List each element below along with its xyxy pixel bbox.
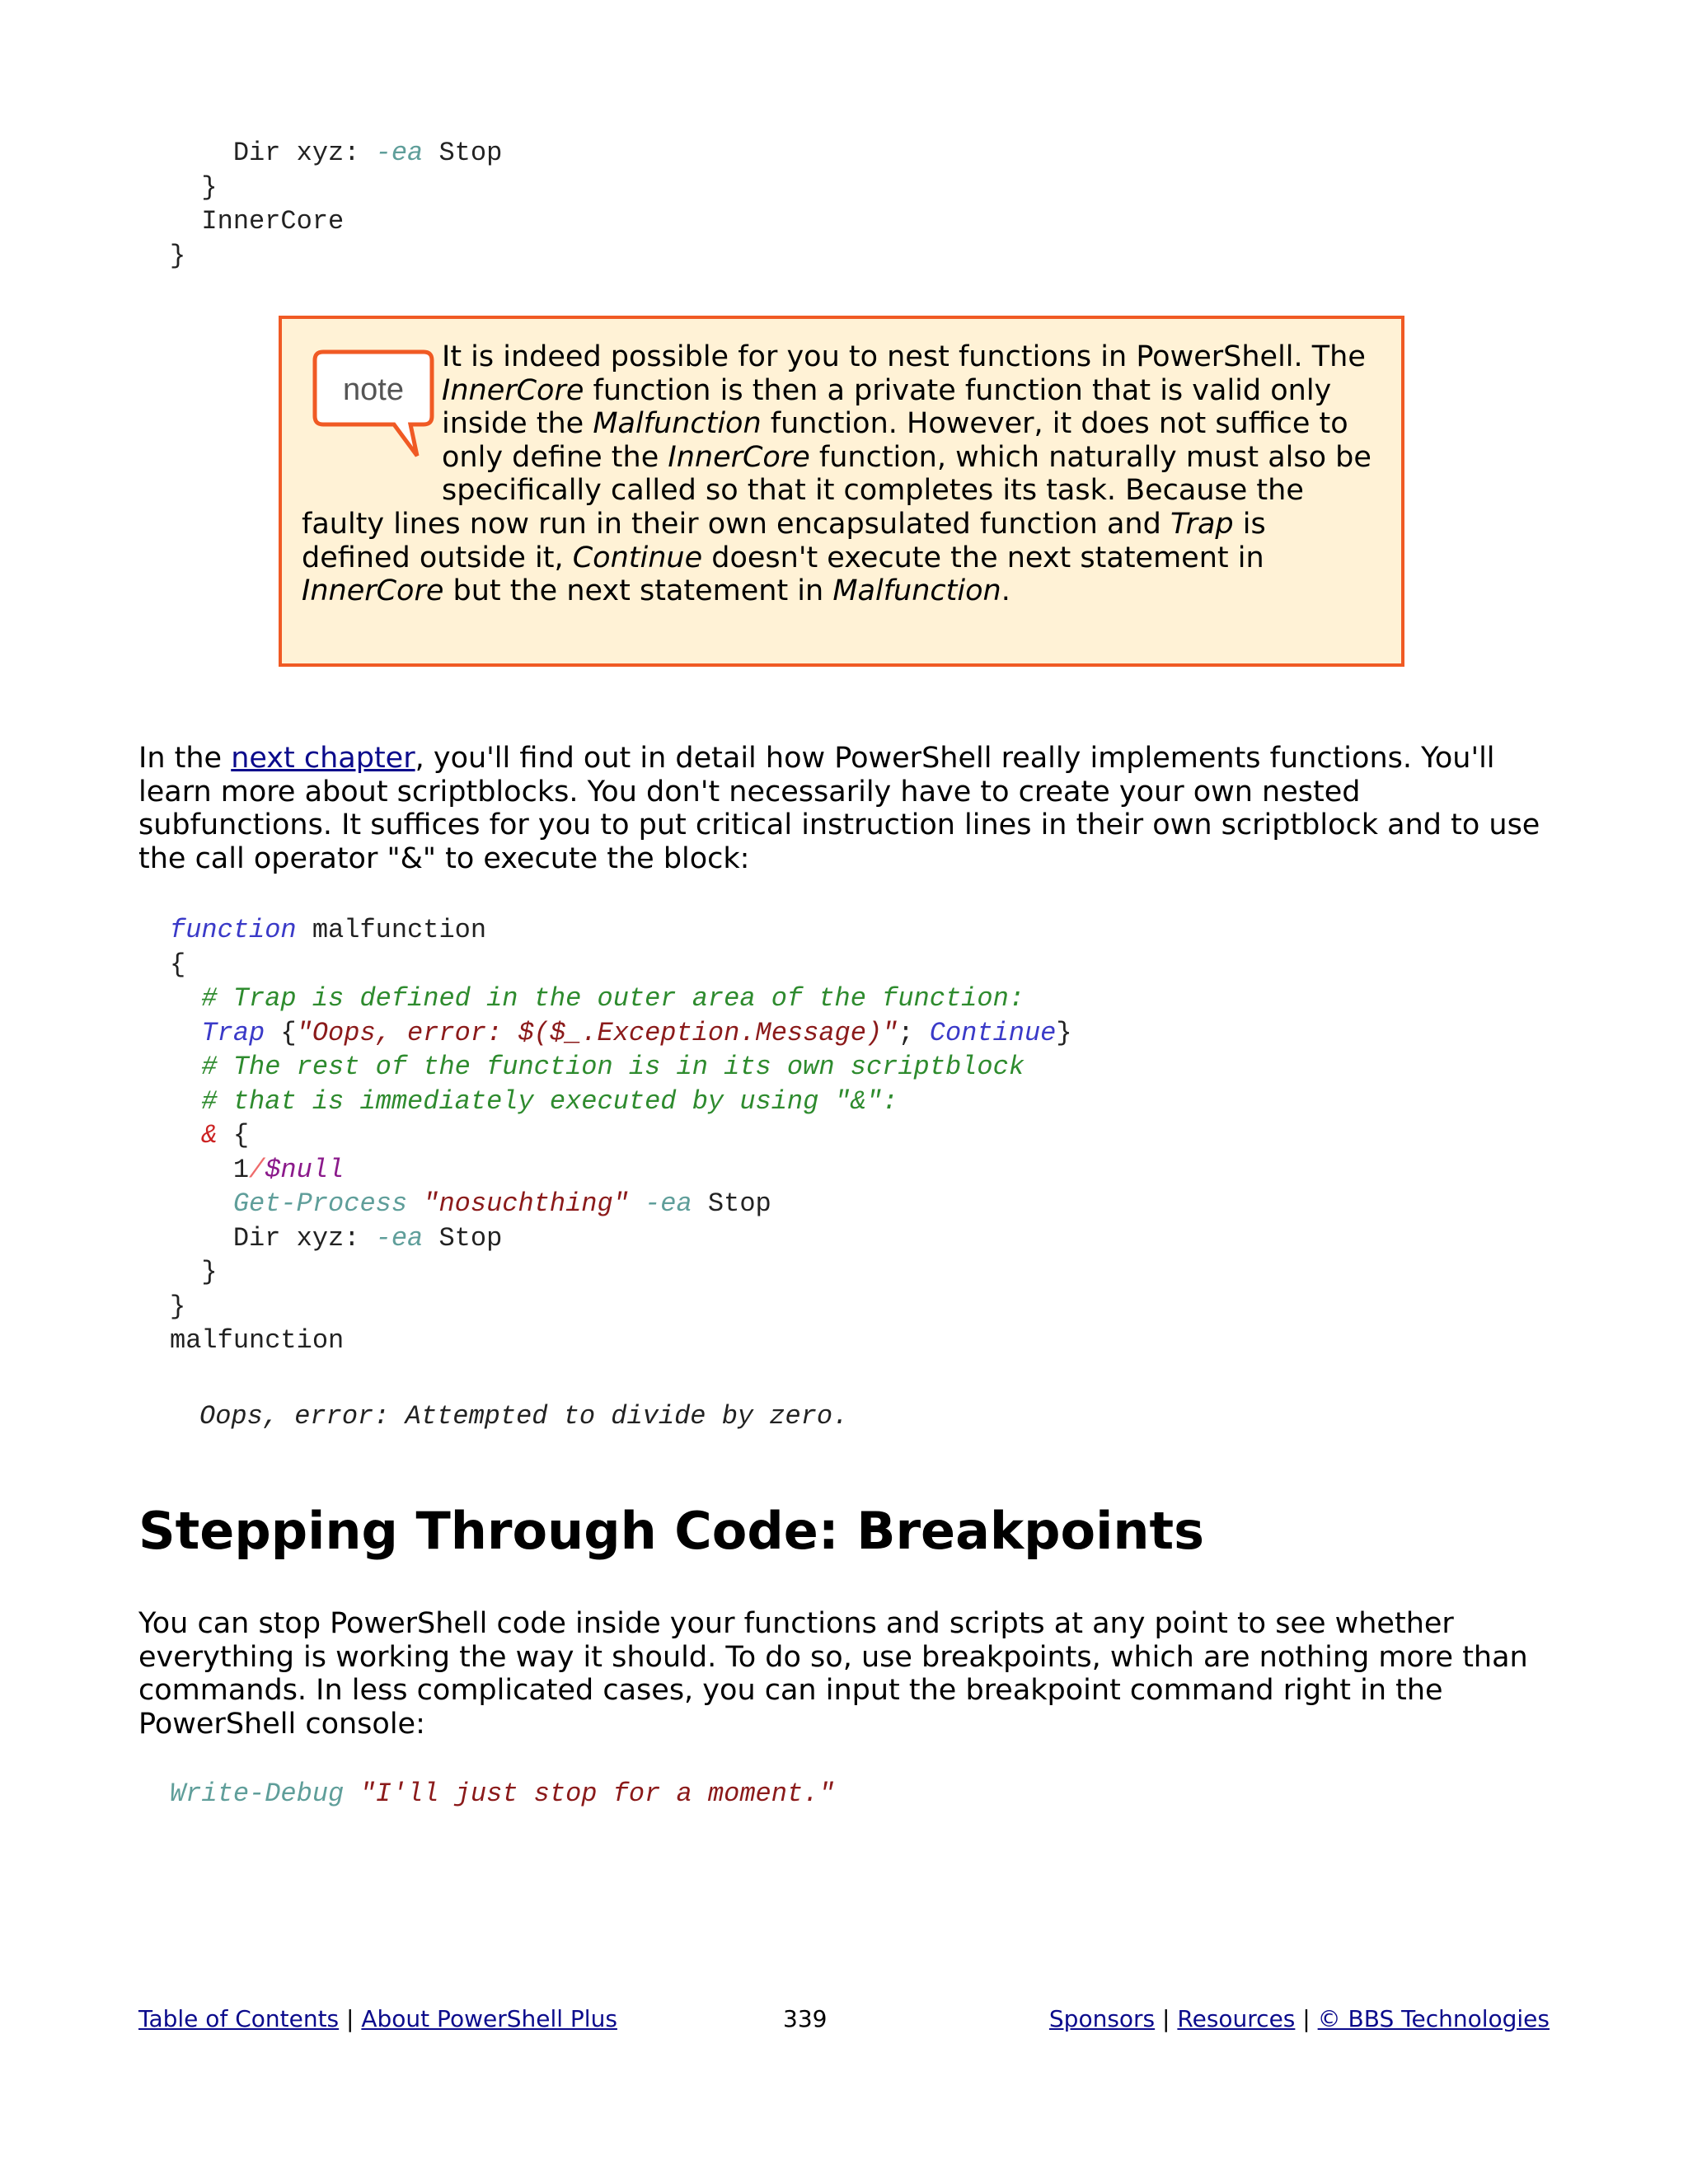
code-line: malfunction [170,1325,345,1356]
footer-separator: | [339,2005,362,2032]
footer-separator: | [1155,2005,1178,2032]
code-cmdlet: Get-Process [232,1188,408,1219]
code-text: { [217,1120,250,1151]
code-text: ; [898,1017,930,1048]
code-string: "I'll just stop for a moment." [359,1779,835,1809]
note-text-run: but the next statement in [443,574,833,608]
code-line: } [170,171,218,203]
code-comment: # Trap is defined in the outer area of the function: [170,983,1025,1014]
paragraph-intro [138,742,1556,875]
note-text-run: It is indeed possible for you to nest functions in PowerShell. The [442,340,1366,373]
code-string: "Oops, error: $($_.Exception.Message)" [296,1017,898,1048]
code-variable: $null [265,1154,345,1185]
note-text-run: is defined outside it, [302,507,1266,574]
code-line: { [170,949,186,980]
footer-separator: | [1295,2005,1318,2032]
code-text: Dir xyz: [170,138,376,168]
note-text-run: function is then a private function that is valid only inside the [442,373,1332,441]
paragraph-breakpoints: You can stop PowerShell code inside your functions and scripts at any point to see whether everything is working the way it should. To do so, use breakpoints, which are nothing more than commands. In less complicated cases, you can input the breakpoint command right in the PowerShell console: [138,1607,1528,1741]
code-operator: / [249,1154,265,1185]
note-term: Malfunction [832,574,1001,608]
code-text: Dir xyz: [170,1222,376,1254]
note-text [302,340,1381,608]
note-text-run: doesn't execute the next statement in [702,541,1264,574]
code-keyword: function [170,915,297,945]
next-chapter-link[interactable]: next chapter [231,742,415,775]
code-block-main [170,913,1072,1358]
paragraph-text: , you'll find out in detail how PowerShell really implements functions. You'll learn more about scriptblocks. You don't necessarily have to create your own nested subfunctions. It suffices for you to put critical instruction lines in their own scriptblock and to use the call operator "&" to execute the block: [138,742,1540,875]
note-term: InnerCore [668,440,810,474]
note-text-run: function, which naturally must also be specifically called so that it completes its task. Because the faulty lines now run in their own encapsulated function and [302,440,1372,541]
code-cmdlet: Write-Debug [170,1779,345,1809]
about-powershell-plus-link[interactable]: About PowerShell Plus [361,2005,617,2032]
footer-left-links [138,2003,617,2036]
note-icon-label: note [343,373,404,407]
code-param: -ea [645,1188,692,1219]
code-line: } [170,1257,218,1287]
note-text-run: function. However, it does not suffice to only define the [442,407,1348,474]
note-term: InnerCore [442,373,584,407]
code-text: Stop [692,1188,771,1219]
code-comment: # The rest of the function is in its own scriptblock [170,1052,1025,1082]
note-term: Malfunction [593,407,762,441]
code-text: malfunction [296,915,487,945]
code-output: Oops, error: Attempted to divide by zero. [199,1401,849,1432]
code-block-top [170,136,502,273]
page-number: 339 [783,2005,828,2032]
code-line: } [170,240,186,271]
bbs-technologies-link[interactable]: © BBS Technologies [1317,2005,1550,2032]
resources-link[interactable]: Resources [1177,2005,1296,2032]
code-text: } [1056,1017,1072,1048]
code-number: 1 [170,1154,250,1185]
sponsors-link[interactable]: Sponsors [1048,2005,1156,2032]
page-footer [138,2003,1550,2036]
code-line: } [170,1291,186,1322]
code-block-debug [170,1777,835,1811]
note-term: Continue [572,541,703,574]
code-keyword: Trap [201,1017,265,1048]
section-heading: Stepping Through Code: Breakpoints [138,1501,1205,1561]
footer-right-links [1049,2003,1550,2036]
note-icon-spacer [302,340,442,502]
code-operator: & [201,1120,218,1151]
note-callout [279,316,1404,667]
note-term: Trap [1170,507,1234,541]
paragraph-text: In the [138,742,232,775]
code-text: Stop [423,1222,503,1254]
code-keyword: Continue [929,1017,1057,1048]
code-line: InnerCore [170,206,345,237]
code-text: { [265,1017,297,1048]
code-comment: # that is immediately executed by using "&": [170,1085,898,1117]
code-param: -ea [375,1222,424,1254]
code-line [170,138,502,168]
code-text: Stop [423,138,503,168]
note-text-run: . [1001,574,1010,608]
code-param: -ea [375,138,424,168]
code-string: "nosuchthing" [423,1188,629,1219]
table-of-contents-link[interactable]: Table of Contents [138,2005,340,2032]
note-term: InnerCore [302,574,444,608]
